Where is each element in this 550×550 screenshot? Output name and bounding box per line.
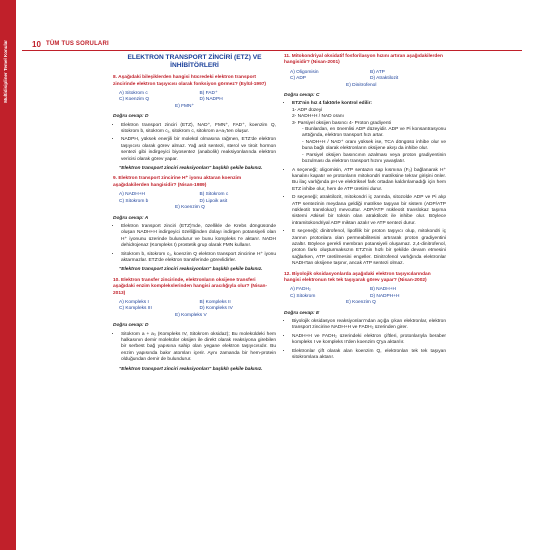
question-10-options xyxy=(119,300,276,319)
explanation-item: • NADPH, yüksek enerjili bir molekül olmasına rağmen, ETZ'de elektron taşıyıcısı olarak görev almaz. Yağ asit sentezi, sterol ve tiroit hormon sentezi gibi indirgeyici biyosentez (anabolik) reaksiyonlarında elektron vericisi olarak görev yapar. xyxy=(121,137,276,163)
page-header xyxy=(22,40,532,50)
question-8: 8. Aşağıdaki bileşiklerden hangisi hücredeki elektron transport zincirinde elektron taşıyıcısı olarak fonksiyon görmez? (Eylül-1997) xyxy=(113,75,267,87)
explanation-list xyxy=(284,319,446,361)
explanation-list xyxy=(113,224,276,264)
section-title: ELEKTRON TRANSPORT ZİNCİRİ (ETZ) VE İNHİBİTÖRLERİ xyxy=(127,54,262,69)
option: A) Kompleks I xyxy=(119,299,149,305)
factor-detail: - Bunlardan, en önemlisi ADP düzeyidir. ADP ve Pi konsantrasyonu arttığında, elektron transport hızı artar. xyxy=(302,127,446,139)
explanation-item: • Sitokrom a + a₃ (Kompleks IV, Sitokrom oksidaz); Bu moleküldeki hem halkasının demir molekülər oksijen ile direkt olarak reaksiyona girebilen bir serbest bağ yapısına sahip olan yegane elektron taşıyıcısıdır. Bu enzim yapısında bakır atomları içerir. Aynı zamanda bir hem-protein olduğundan demir de bulundurur. xyxy=(121,332,276,364)
explanation-list xyxy=(113,123,276,163)
figure-note: "Elektron transport zinciri reaksiyonları" başlıklı şekile bakınız. xyxy=(119,267,263,273)
question-12: 12. Biyolojik oksidasyonlarda aşağıdaki elektron taşıyıcılarından hangisi elektronun tek tek taşıyarak görev yapar? (Nisan-2002) xyxy=(284,271,431,283)
chapter-sidebar xyxy=(0,0,16,550)
answer: Doğru cevap: A xyxy=(113,215,149,221)
option: E) Kompleks V xyxy=(175,312,207,318)
explanation-item: • Elektron transport zinciri (ETZ)'nde, özellikle de Krebs döngüsünde oluşan NADH+H indirgeyici özelliğinden dolayı indirgen potansiyeli olan H⁺ iyonunu üzerinde bulundurur ve bunu kompleks I'e aktarır. NADH dehidrojenaz (Kompleks I) prostetik grup olarak FMN kullanır. xyxy=(121,224,276,250)
right-column xyxy=(284,54,446,363)
explanation-item: • Biyolojik oksidasyon reaksiyonları'ndan açığa çıkan elektronlar, elektron transport zincirine NADH+H ve FADH₂ üzerinden girer. xyxy=(292,319,446,332)
explanation-item: • Sitokrom b, sitokrom c₁, koenzim Q elektron transport zincirine H⁺ iyonu aktarmazlar. ETZ'de elektron transferinde görevlidirler. xyxy=(121,252,276,265)
question-8-options xyxy=(119,91,276,110)
factor-item: 3- Parsiyel oksijen basıncı 4- Proton gradiyenti xyxy=(292,120,391,126)
factor-detail: - NADH+H / NAD⁺ oranı yüksek ise, TCA döngüsü inhibe olur ve buna bağlı olarak elektronların oksijene akışı da inhibe olur. xyxy=(302,139,446,152)
explanation-item: • E seçeneği; dinitrofenol, lipofilik bir proton taşıyıcı olup, mitokondri iç zarının protonlara olan permeabilitesini artırarak proton gradiyentini azaltır. Böylece gerekli membran potansiyeli oluşamaz. 2,4-dinitrofenol, proton farkı oluşturmaksızın ETZ'nin hızlı bir şekilde devam etmesini sağlarken, ATP üretilmesini engeller. Dinitrofenol varlığında elektronlar NADH'tan oksijene taşınır, ancak ATP sentezi olmaz. xyxy=(292,229,446,267)
question-9-options xyxy=(119,192,276,211)
option: D) NADPH xyxy=(199,97,223,103)
option: A) FADH₂ xyxy=(290,287,311,293)
factor-heading: ETZ'nin hız 4 faktörle kontrol edilir: xyxy=(292,101,373,107)
page-number: 10 xyxy=(32,40,41,49)
explanation-item: • D seçeneği; atraktilozit, mitokondri iç zarında, sitozolde ADP ve Pi alıp ATP sentezinin meydana geldiği matrikse taşıyan bir sistem (ADP/ATP nükleotit translokaz) mevcuttur. ADP/ATP nükleotit translokaz taşıma sistemi Atkisel bir toksin olan atraktilozit ile inhibe olur. Böylece intramitokondriyal ADP miktarı azalır ve ATP sentezi durur. xyxy=(292,195,446,227)
question-10: 10. Elektron transfer zincirinde, elektronların oksijene transferi aşağıdaki enzim komplekslerinden hangisi aracılığıyla olur? (Nisan-2013) xyxy=(113,277,268,296)
option: E) FMN⁺ xyxy=(175,103,195,109)
option: C) Koenzim Q xyxy=(119,97,150,103)
sidebar-chapter-label: Multidisipliner Temel Konular xyxy=(3,40,8,103)
option: C) ADP xyxy=(290,76,306,82)
option: D) Atraktilozit xyxy=(370,76,399,82)
header-divider xyxy=(22,50,522,51)
option: C) Sitokrom xyxy=(290,293,316,299)
option: E) Koenzim Q xyxy=(175,205,205,211)
figure-note: "Elektron transport zinciri reaksiyonları" başlıklı şekile bakınız. xyxy=(119,166,263,172)
question-11-options xyxy=(290,70,446,89)
explanation-item xyxy=(292,101,446,165)
option: B) NADH+H xyxy=(370,287,396,293)
answer: Doğru cevap: D xyxy=(113,114,149,120)
option: A) NADH+H xyxy=(119,192,145,198)
question-12-options xyxy=(290,287,446,306)
explanation-item: • Elektron transport zinciri (ETZ), NAD⁺, FMN⁺, FAD⁺, koenzim Q, sitokrom b, sitokrom c₁, sitokrom c, sitokrom a+a₃'ten oluşur. xyxy=(121,123,276,136)
explanation-item: • A seçeneği; oligomisin, ATP sentazın sap kısmına (F₀) bağlanarak H⁺ kanalını kapatır ve protonların mitokondri matriksine tekrar girişini önler. Bu ilaç varlığında pH ve elektriksel fark ortadan kaldırılamadığı için hem ETZ inhibe olur, hem de ATP üretimi durur. xyxy=(292,168,446,194)
figure-note: "Elektron transport zinciri reaksiyonları" başlıklı şekile bakınız. xyxy=(119,366,263,372)
answer: Doğru cevap: C xyxy=(284,93,320,99)
option: C) Sitokrom b xyxy=(119,198,149,204)
factor-detail: - Parsiyel oksijen basıncının azalması veya proton gradiyentinin bozulması da elektron transport hızını yavaşlatır. xyxy=(302,152,446,165)
factor-item: 2- NADH+H / NAD oranı xyxy=(292,114,344,120)
explanation-item: • NADH+H ve FADH₂ üzerindeki elektron çiftleri, protonlarıyla beraber kompleks I ve kompleks II'den koenzim Q'ya aktarılır. xyxy=(292,334,446,347)
explanation-list xyxy=(113,332,276,364)
factor-item: 1- ADP düzeyi xyxy=(292,107,323,113)
answer: Doğru cevap: D xyxy=(113,323,149,329)
option: E) Dinitrofenol xyxy=(346,82,377,88)
answer: Doğru cevap: E xyxy=(284,310,320,316)
explanation-item: • Elektronlar çift olarak alan koenzim Q, elektronları tek tek taşıyan sitokromlara aktarır. xyxy=(292,349,446,362)
explanation-list xyxy=(284,101,446,267)
option: A) Oligomisin xyxy=(290,69,319,75)
option: C) Kompleks III xyxy=(119,306,152,312)
option: B) Kompleks II xyxy=(199,299,231,305)
question-11: 11. Mitokondriyal oksidatif fosforilasyon hızını artıran aşağıdakilerden hangisidir? (Nisan-2001) xyxy=(284,54,443,66)
option: E) Koenzim Q xyxy=(346,300,376,306)
option: D) NADPH+H xyxy=(370,293,400,299)
option: D) Lipoik asit xyxy=(199,198,228,204)
option: B) FAD⁺ xyxy=(199,91,218,96)
left-column xyxy=(113,54,276,376)
option: D) Kompleks IV xyxy=(199,306,233,312)
option: B) ATP xyxy=(370,69,385,75)
book-title: TÜM TUS SORULARI xyxy=(46,41,109,47)
option: B) Sitokrom c xyxy=(199,192,229,198)
question-9: 9. Elektron transport zincirine H⁺ iyonu aktaran koenzim aşağıdakilerden hangisidir? (Nisan-1989) xyxy=(113,176,242,188)
option: A) Sitokrom c xyxy=(119,91,148,96)
